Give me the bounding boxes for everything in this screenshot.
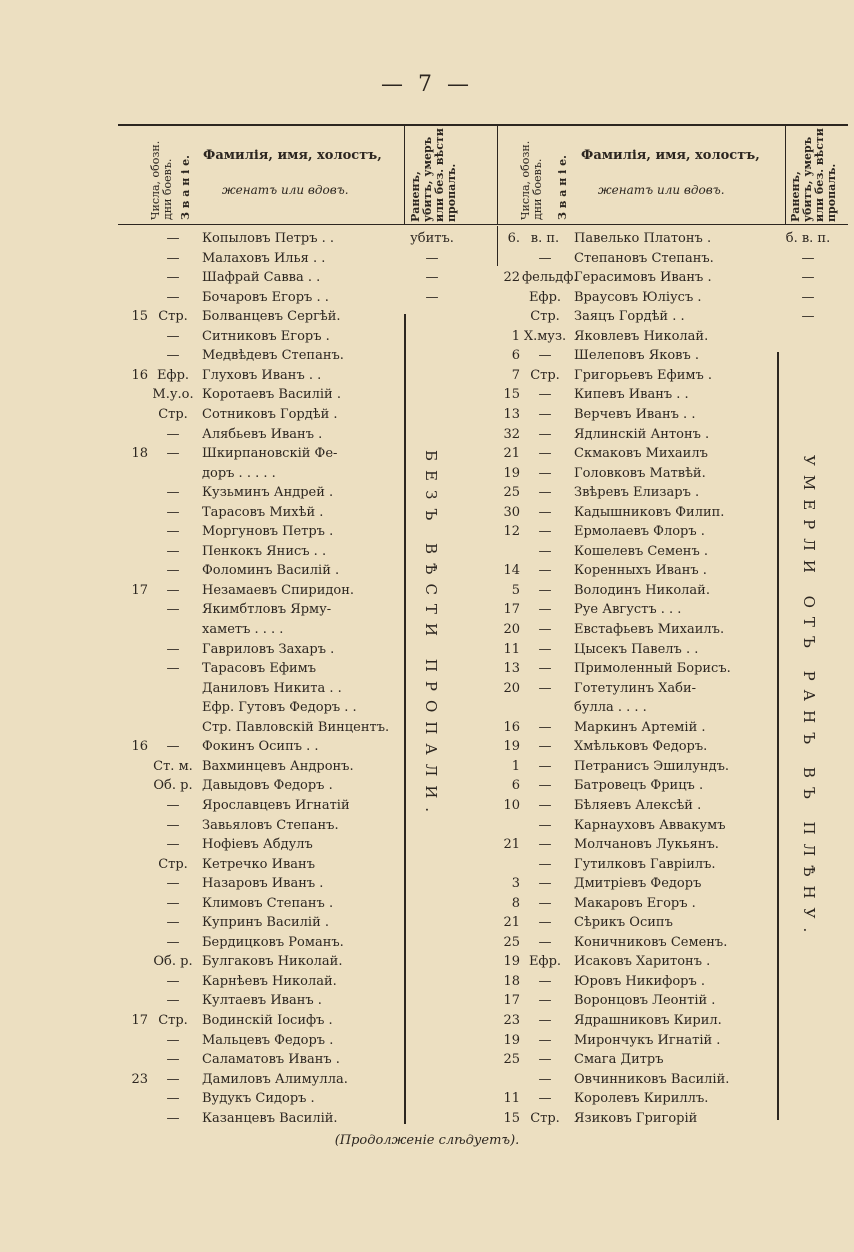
- entry-rank: —: [538, 504, 552, 520]
- entry-name: Сѣрикъ Осипъ: [574, 915, 673, 931]
- entry-name: Вахминцевъ Андронъ.: [202, 758, 354, 774]
- entry-rank: —: [538, 680, 552, 696]
- entry-rank: —: [538, 602, 552, 618]
- entry-rank: Х.муз.: [523, 328, 567, 344]
- entry-name: Коренныхъ Иванъ .: [574, 563, 707, 579]
- entry-number: 16: [131, 367, 148, 383]
- entry-rank: —: [166, 1110, 180, 1126]
- center-divider: [497, 124, 498, 224]
- entry-rank: —: [538, 797, 552, 813]
- left-header-status: Раненъ, убитъ, умеръ или без. вѣсти пропалъ.: [409, 128, 458, 222]
- entry-rank: —: [538, 465, 552, 481]
- entry-number: 20: [503, 680, 520, 696]
- entry-name: Язиковъ Григорій: [574, 1110, 698, 1126]
- entry-rank: —: [538, 1052, 552, 1068]
- entry-name: Карнауховъ Аввакумъ: [574, 817, 726, 833]
- entry-name: Исаковъ Харитонъ .: [574, 954, 711, 970]
- entry-rank: —: [538, 661, 552, 677]
- entry-number: 6: [511, 348, 520, 364]
- entry-rank: —: [166, 934, 180, 950]
- entry-number: 23: [131, 1071, 148, 1087]
- entry-name: доръ . . . . .: [202, 465, 276, 481]
- entry-rank: —: [538, 582, 552, 598]
- entry-name: Звѣревъ Елизаръ .: [574, 485, 700, 501]
- right-header-name-top: Фамилія, имя, холостъ,: [581, 148, 760, 163]
- entry-rank: —: [538, 250, 552, 266]
- entry-number: 7: [511, 367, 520, 383]
- entry-rank: —: [538, 934, 552, 950]
- entry-name: Бочаровъ Егоръ . .: [202, 289, 329, 305]
- entry-rank: —: [166, 1071, 180, 1087]
- left-header-name-bottom: женатъ или вдовъ.: [222, 183, 349, 197]
- entry-name: Головковъ Матвѣй.: [574, 465, 706, 481]
- entry-name: Стр. Павловскій Винцентъ.: [202, 719, 390, 735]
- entry-number: 16: [503, 719, 520, 735]
- entry-name: Бердицковъ Романъ.: [202, 934, 344, 950]
- entry-rank: —: [166, 661, 180, 677]
- entry-rank: —: [538, 837, 552, 853]
- entry-number: 17: [131, 582, 148, 598]
- entry-name: Кузьминъ Андрей .: [202, 485, 334, 501]
- entry-name: Герасимовъ Иванъ .: [574, 270, 712, 286]
- right-group-label: УМЕРЛИ ОТЪ РАНЪ ВЪ ПЛѢНУ.: [800, 455, 818, 942]
- entry-number: 30: [503, 504, 520, 520]
- entry-name: Павелько Платонъ .: [574, 231, 712, 246]
- entry-number: 11: [503, 641, 520, 657]
- entry-number: 19: [503, 739, 520, 755]
- entry-name: булла . . . .: [574, 700, 647, 716]
- entry-rank: —: [166, 876, 180, 892]
- entry-number: 23: [503, 1013, 520, 1028]
- left-header-rank: З в а н і е.: [179, 155, 192, 220]
- entry-rank: Стр.: [158, 856, 188, 872]
- entry-rank: —: [538, 778, 552, 794]
- right-header-status: Раненъ, убитъ, умеръ или без. вѣсти пропалъ.: [789, 128, 838, 222]
- entry-rank: —: [538, 622, 552, 637]
- left-header-name-top: Фамилія, имя, холостъ,: [203, 148, 382, 163]
- entry-number: 18: [503, 973, 520, 989]
- entry-rank: Стр.: [530, 367, 560, 383]
- entry-rank: —: [166, 231, 180, 246]
- entry-rank: —: [166, 1091, 180, 1107]
- page-number: — 7 —: [381, 72, 473, 97]
- entry-number: 3: [511, 876, 520, 892]
- entry-name: Шафрай Савва . .: [202, 270, 321, 286]
- entry-rank: —: [166, 250, 180, 266]
- entry-status: —: [425, 270, 439, 286]
- entry-name: Пенкокъ Янисъ . .: [202, 543, 327, 559]
- entry-rank: —: [538, 485, 552, 501]
- entry-name: Гавриловъ Захаръ .: [202, 641, 335, 657]
- entry-name: Алябьевъ Иванъ .: [202, 426, 323, 442]
- entry-number: 10: [503, 797, 520, 813]
- left-casualty-list: [118, 228, 463, 1133]
- entry-rank: —: [166, 739, 180, 755]
- right-header-name-bottom: женатъ или вдовъ.: [598, 183, 725, 197]
- entry-name: Болванцевъ Сергѣй.: [202, 309, 341, 325]
- entry-name: Цысекъ Павелъ . .: [574, 641, 699, 657]
- entry-rank: —: [166, 289, 180, 305]
- entry-name: Смага Дитръ: [574, 1052, 664, 1068]
- entry-rank: —: [538, 973, 552, 989]
- entry-rank: —: [166, 582, 180, 598]
- entry-rank: —: [166, 641, 180, 657]
- left-header-sep: [404, 124, 405, 224]
- entry-rank: —: [538, 993, 552, 1009]
- entry-number: 1: [511, 328, 520, 344]
- entry-name: Шелеповъ Яковъ .: [574, 348, 699, 364]
- entry-status: —: [425, 250, 439, 266]
- entry-name: Ермолаевъ Флоръ .: [574, 524, 705, 540]
- entry-name: Копыловъ Петръ . .: [202, 231, 335, 246]
- entry-rank: —: [538, 1013, 552, 1028]
- entry-rank: —: [166, 524, 180, 540]
- entry-name: Карнѣевъ Николай.: [202, 973, 337, 989]
- entry-number: 25: [503, 485, 520, 501]
- entry-name: Макаровъ Егоръ .: [574, 895, 696, 911]
- entry-rank: —: [166, 973, 180, 989]
- entry-name: Медвѣдевъ Степанъ.: [202, 348, 344, 364]
- entry-name: Хмѣльковъ Федоръ.: [574, 739, 708, 755]
- entry-name: Заяцъ Гордѣй . .: [574, 309, 685, 325]
- entry-name: Ядлинскій Антонъ .: [574, 426, 710, 442]
- left-group-label: БЕЗЪ ВѢСТИ ПРОПАЛИ.: [422, 450, 440, 822]
- entry-status: —: [801, 289, 815, 305]
- entry-number: 19: [503, 954, 520, 970]
- entry-rank: Ст. м.: [153, 758, 193, 774]
- right-group-brace: [777, 352, 779, 1120]
- entry-status: убитъ.: [410, 231, 454, 246]
- entry-status: б. в. п.: [785, 231, 831, 246]
- entry-name: Степановъ Степанъ.: [574, 250, 714, 266]
- entry-rank: Стр.: [158, 1013, 188, 1028]
- entry-number: 17: [131, 1013, 148, 1028]
- entry-name: Бѣляевъ Алексѣй .: [574, 797, 702, 813]
- entry-name: Ефр. Гутовъ Федоръ . .: [202, 700, 357, 716]
- entry-rank: —: [538, 406, 552, 422]
- list-item: [490, 1108, 845, 1130]
- entry-name: Яковлевъ Николай.: [574, 328, 709, 344]
- entry-number: 17: [503, 602, 520, 618]
- entry-name: Ядрашниковъ Кирил.: [574, 1013, 722, 1028]
- entry-name: Тарасовъ Михѣй .: [202, 504, 324, 520]
- entry-name: Враусовъ Юліусъ .: [574, 289, 702, 305]
- entry-rank: —: [538, 758, 552, 774]
- list-item: [118, 1108, 463, 1130]
- entry-number: 14: [503, 563, 520, 579]
- entry-number: 25: [503, 934, 520, 950]
- entry-rank: —: [166, 328, 180, 344]
- entry-rank: —: [166, 1032, 180, 1048]
- entry-name: Казанцевъ Василій.: [202, 1110, 338, 1126]
- entry-rank: —: [538, 446, 552, 462]
- entry-number: 19: [503, 465, 520, 481]
- entry-rank: Стр.: [530, 309, 560, 325]
- entry-name: Володинъ Николай.: [574, 582, 710, 598]
- entry-rank: —: [538, 817, 552, 833]
- entry-name: Овчинниковъ Василій.: [574, 1071, 730, 1087]
- entry-name: Воронцовъ Леонтій .: [574, 993, 716, 1009]
- entry-number: 19: [503, 1032, 520, 1048]
- entry-rank: —: [166, 993, 180, 1009]
- entry-name: Фокинъ Осипъ . .: [202, 739, 319, 755]
- entry-name: Дамиловъ Алимулла.: [202, 1071, 348, 1087]
- entry-rank: Стр.: [158, 406, 188, 422]
- entry-number: 1: [511, 758, 520, 774]
- entry-rank: —: [538, 856, 552, 872]
- entry-name: Фоломинъ Василій .: [202, 563, 340, 579]
- entry-rank: —: [166, 543, 180, 559]
- header-bottom-rule: [118, 224, 848, 225]
- body-center-divider: [497, 226, 498, 266]
- entry-rank: —: [538, 1032, 552, 1048]
- entry-number: 8: [511, 895, 520, 911]
- entry-rank: —: [538, 348, 552, 364]
- entry-name: хаметъ . . . .: [202, 622, 284, 637]
- entry-rank: Об. р.: [153, 778, 193, 794]
- entry-number: 6.: [507, 231, 520, 246]
- left-header-numbers: Числа, обозн. дни боевъ.: [149, 140, 174, 220]
- entry-name: Климовъ Степанъ .: [202, 895, 334, 911]
- entry-number: 21: [503, 837, 520, 853]
- entry-number: 22: [503, 270, 520, 286]
- entry-name: Кетречко Иванъ: [202, 856, 315, 872]
- entry-number: 13: [503, 661, 520, 677]
- entry-name: Купринъ Василій .: [202, 915, 330, 931]
- right-header-rank: З в а н і е.: [556, 155, 569, 220]
- entry-name: Мальцевъ Федоръ .: [202, 1032, 334, 1048]
- entry-number: 12: [503, 524, 520, 540]
- entry-rank: фельдф.: [522, 270, 578, 286]
- entry-name: Петранисъ Эшилундъ.: [574, 758, 729, 774]
- entry-name: Молчановъ Лукьянъ.: [574, 837, 719, 853]
- right-header-sep: [785, 124, 786, 224]
- entry-rank: —: [166, 1052, 180, 1068]
- entry-name: Маркинъ Артемій .: [574, 719, 706, 735]
- entry-rank: —: [538, 563, 552, 579]
- entry-name: Кипевъ Иванъ . .: [574, 387, 689, 403]
- entry-name: Ситниковъ Егоръ .: [202, 328, 330, 344]
- entry-name: Сотниковъ Гордѣй .: [202, 406, 338, 422]
- entry-rank: —: [166, 270, 180, 286]
- entry-name: Якимбтловъ Ярму-: [202, 602, 332, 618]
- entry-name: Верчевъ Иванъ . .: [574, 406, 696, 422]
- entry-name: Малаховъ Илья . .: [202, 250, 326, 266]
- entry-name: Глуховъ Иванъ . .: [202, 367, 322, 383]
- entry-name: Шкирпановскій Фе-: [202, 446, 338, 462]
- entry-name: Незамаевъ Спиридон.: [202, 582, 355, 598]
- entry-rank: —: [166, 797, 180, 813]
- entry-rank: Стр.: [158, 309, 188, 325]
- entry-number: 20: [503, 622, 520, 637]
- entry-name: Ярославцевъ Игнатій: [202, 797, 350, 813]
- entry-rank: —: [538, 641, 552, 657]
- entry-rank: —: [166, 426, 180, 442]
- entry-name: Саламатовъ Иванъ .: [202, 1052, 340, 1068]
- entry-rank: в. п.: [530, 231, 560, 246]
- entry-number: 15: [503, 387, 520, 403]
- entry-name: Нофіевъ Абдулъ: [202, 837, 313, 853]
- entry-number: 18: [131, 446, 148, 462]
- entry-status: —: [801, 309, 815, 325]
- entry-rank: —: [538, 739, 552, 755]
- entry-name: Тарасовъ Ефимъ: [202, 661, 317, 677]
- entry-number: 6: [511, 778, 520, 794]
- entry-number: 15: [503, 1110, 520, 1126]
- entry-rank: —: [538, 1091, 552, 1107]
- entry-rank: —: [538, 1071, 552, 1087]
- entry-rank: —: [166, 504, 180, 520]
- right-casualty-list: [490, 228, 845, 1133]
- entry-rank: Ефр.: [528, 954, 562, 970]
- entry-name: Евстафьевъ Михаилъ.: [574, 622, 725, 637]
- entry-name: Батровецъ Фрицъ .: [574, 778, 704, 794]
- entry-status: —: [801, 270, 815, 286]
- entry-name: Гутилковъ Гавріилъ.: [574, 856, 716, 872]
- entry-name: Мирончукъ Игнатій .: [574, 1032, 721, 1048]
- entry-rank: —: [538, 895, 552, 911]
- entry-name: Коничниковъ Семенъ.: [574, 934, 728, 950]
- entry-rank: —: [538, 426, 552, 442]
- entry-rank: —: [538, 524, 552, 540]
- entry-rank: —: [166, 895, 180, 911]
- entry-rank: М.у.о.: [152, 387, 194, 403]
- entry-rank: —: [538, 915, 552, 931]
- entry-name: Дмитріевъ Федоръ: [574, 876, 702, 892]
- entry-status: —: [801, 250, 815, 266]
- entry-name: Назаровъ Иванъ .: [202, 876, 324, 892]
- entry-name: Королевъ Кириллъ.: [574, 1091, 709, 1107]
- entry-number: 17: [503, 993, 520, 1009]
- entry-name: Водинскій Іосифъ .: [202, 1013, 333, 1028]
- entry-name: Примоленный Борисъ.: [574, 661, 731, 677]
- entry-rank: —: [166, 602, 180, 618]
- entry-number: 15: [131, 309, 148, 325]
- continuation-note: (Продолженіе слѣдуетъ).: [334, 1133, 520, 1148]
- entry-name: Юровъ Никифоръ .: [574, 973, 706, 989]
- entry-status: —: [425, 289, 439, 305]
- entry-name: Готетулинъ Хаби-: [574, 680, 697, 696]
- entry-rank: —: [166, 485, 180, 501]
- entry-name: Кадышниковъ Филип.: [574, 504, 725, 520]
- entry-rank: —: [538, 876, 552, 892]
- entry-rank: —: [538, 387, 552, 403]
- entry-rank: —: [166, 348, 180, 364]
- entry-rank: Об. р.: [153, 954, 193, 970]
- entry-number: 21: [503, 915, 520, 931]
- entry-name: Вудукъ Сидоръ .: [202, 1091, 315, 1107]
- entry-number: 5: [511, 582, 520, 598]
- entry-rank: —: [166, 563, 180, 579]
- entry-name: Кошелевъ Семенъ .: [574, 543, 708, 559]
- entry-number: 32: [503, 426, 520, 442]
- entry-name: Руе Августъ . . .: [574, 602, 682, 618]
- right-header-numbers: Числа, обозн. дни боевъ.: [519, 140, 544, 220]
- entry-name: Булгаковъ Николай.: [202, 954, 343, 970]
- entry-rank: —: [166, 837, 180, 853]
- entry-name: Моргуновъ Петръ .: [202, 524, 334, 540]
- entry-rank: —: [538, 543, 552, 559]
- entry-number: 11: [503, 1091, 520, 1107]
- left-group-brace: [404, 314, 406, 1124]
- entry-number: 21: [503, 446, 520, 462]
- header-top-rule: [118, 124, 848, 126]
- entry-number: 16: [131, 739, 148, 755]
- entry-name: Завьяловъ Степанъ.: [202, 817, 339, 833]
- entry-rank: Ефр.: [156, 367, 190, 383]
- entry-name: Скмаковъ Михаилъ: [574, 446, 708, 462]
- entry-rank: —: [166, 915, 180, 931]
- entry-rank: Ефр.: [528, 289, 562, 305]
- entry-name: Давыдовъ Федоръ .: [202, 778, 333, 794]
- entry-rank: —: [166, 817, 180, 833]
- entry-name: Култаевъ Иванъ .: [202, 993, 322, 1009]
- entry-rank: —: [166, 446, 180, 462]
- entry-rank: Стр.: [530, 1110, 560, 1126]
- entry-number: 13: [503, 406, 520, 422]
- entry-name: Коротаевъ Василій .: [202, 387, 341, 403]
- entry-number: 25: [503, 1052, 520, 1068]
- entry-rank: —: [538, 719, 552, 735]
- entry-name: Даниловъ Никита . .: [202, 680, 342, 696]
- entry-name: Григорьевъ Ефимъ .: [574, 367, 713, 383]
